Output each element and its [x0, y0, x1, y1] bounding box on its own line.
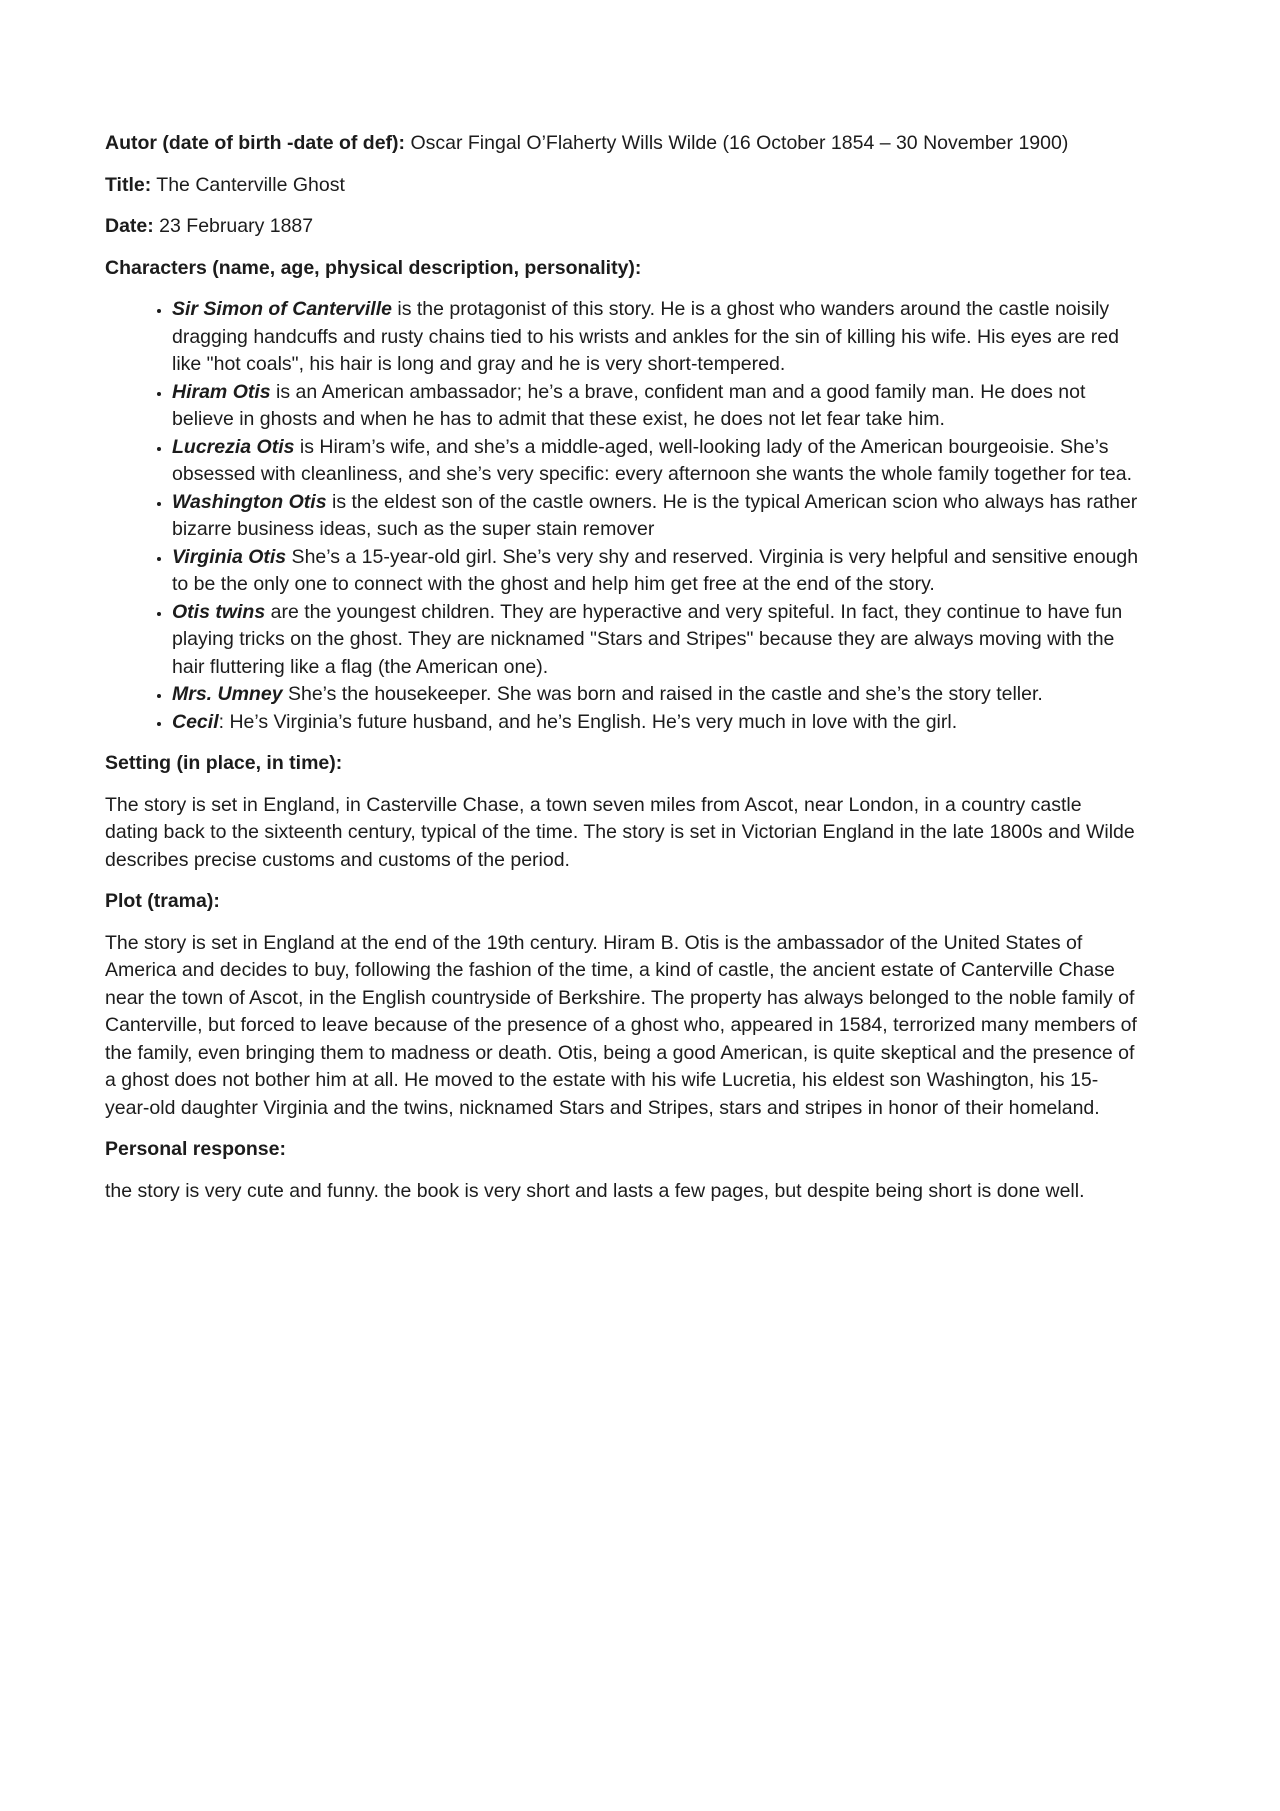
character-name: Hiram Otis — [172, 380, 271, 403]
title-line — [105, 172, 1140, 200]
character-desc: : He’s Virginia’s future husband, and he’s English. He’s very much in love with the girl. — [218, 710, 958, 733]
plot-paragraph: The story is set in England at the end of the 19th century. Hiram B. Otis is the ambassador of the United States of America and decides to buy, following the fashion of the time, a kind of castle, the ancient estate of Canterville Chase near the town of Ascot, in the English countryside of Berkshire. The property has always belonged to the noble family of Canterville, but forced to leave because of the presence of a ghost who, appeared in 1584, terrorized many members of the family, even bringing them to madness or death. Otis, being a good American, is quite skeptical and the presence of a ghost does not bother him at all. He moved to the estate with his wife Lucretia, his eldest son Washington, his 15-year-old daughter Virginia and the twins, nicknamed Stars and Stripes, stars and stripes in honor of their homeland. — [105, 931, 1137, 1119]
personal-response-paragraph: the story is very cute and funny. the book is very short and lasts a few pages, but despite being short is done well. — [105, 1179, 1085, 1202]
character-name: Cecil — [172, 710, 219, 733]
characters-list — [105, 296, 1140, 736]
character-name: Lucrezia Otis — [172, 435, 295, 458]
setting-paragraph: The story is set in England, in Casterville Chase, a town seven miles from Ascot, near London, in a country castle dating back to the sixteenth century, typical of the time. The story is set in Victorian England in the late 1800s and Wilde describes precise customs and customs of the period. — [105, 793, 1135, 871]
character-item-cecil — [172, 709, 1140, 737]
author-line — [105, 130, 1140, 158]
character-name: Virginia Otis — [172, 545, 287, 568]
character-desc: is Hiram’s wife, and she’s a middle-aged, well-looking lady of the American bourgeoisie. She’s obsessed with cleanliness, and she’s very specific: every afternoon she wants the whole family together for tea. — [172, 435, 1132, 485]
date-value: 23 February 1887 — [153, 215, 314, 237]
plot-heading: Plot (trama): — [105, 890, 220, 912]
date-label: Date: — [105, 215, 154, 237]
character-item-mrs-umney — [172, 681, 1140, 709]
character-desc: are the youngest children. They are hyperactive and very spiteful. In fact, they continue to have fun playing tricks on the ghost. They are nicknamed "Stars and Stripes" because they are always moving with the hair fluttering like a flag (the American one). — [172, 600, 1123, 678]
characters-heading: Characters (name, age, physical description, personality): — [105, 256, 642, 279]
character-name: Mrs. Umney — [172, 683, 283, 705]
character-desc: is the protagonist of this story. He is a ghost who wanders around the castle noisily dragging handcuffs and rusty chains tied to his wrists and ankles for the sin of killing his wife. His eyes are red like "hot coals", his hair is long and gray and he is very short-tempered. — [172, 298, 1119, 375]
author-value: Oscar Fingal O’Flaherty Wills Wilde (16 October 1854 – 30 November 1900) — [405, 132, 1069, 154]
character-item-hiram-otis — [172, 379, 1140, 434]
title-label: Title: — [105, 173, 152, 196]
character-item-lucrezia-otis — [172, 434, 1140, 489]
personal-response-heading: Personal response: — [105, 1138, 286, 1160]
date-line — [105, 213, 1140, 241]
character-name: Sir Simon of Canterville — [172, 298, 392, 320]
character-name: Otis twins — [172, 600, 266, 623]
character-desc: is the eldest son of the castle owners. He is the typical American scion who always has rather bizarre business ideas, such as the super stain remover — [172, 490, 1138, 540]
character-item-washington-otis — [172, 489, 1140, 544]
character-item-otis-twins — [172, 599, 1140, 682]
character-desc: She’s a 15-year-old girl. She’s very shy and reserved. Virginia is very helpful and sensitive enough to be the only one to connect with the ghost and help him get free at the end of the story. — [172, 545, 1139, 595]
title-value: The Canterville Ghost — [151, 173, 345, 196]
character-item-virginia-otis — [172, 544, 1140, 599]
character-desc: She’s the housekeeper. She was born and raised in the castle and she’s the story teller. — [282, 683, 1043, 705]
character-name: Washington Otis — [172, 490, 327, 513]
author-label: Autor (date of birth -date of def): — [105, 132, 406, 154]
character-item-sir-simon — [172, 296, 1140, 379]
character-desc: is an American ambassador; he’s a brave, confident man and a good family man. He does not believe in ghosts and when he has to admit that these exist, he does not let fear take him. — [172, 380, 1086, 430]
setting-heading: Setting (in place, in time): — [105, 752, 343, 774]
